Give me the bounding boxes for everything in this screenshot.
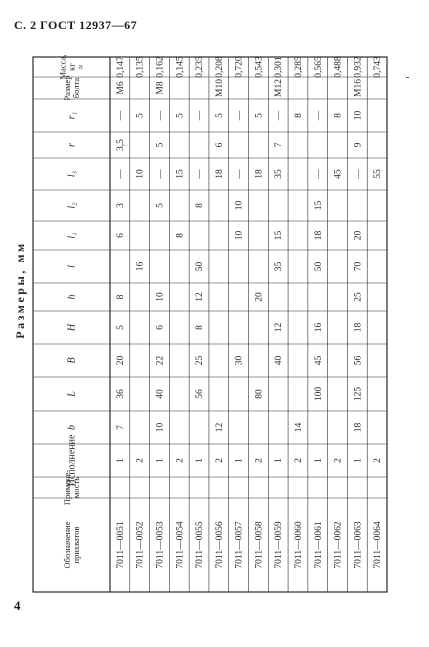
table-cell-B: 20 — [115, 355, 126, 366]
table-cell-L: 40 — [155, 389, 166, 399]
table-cell-l3: 15 — [175, 169, 186, 179]
column-header-L: L — [66, 391, 78, 397]
table-cell-r: 7 — [274, 142, 285, 148]
table-cell-variant: 1 — [234, 458, 245, 463]
table-cell-r1: — — [234, 110, 245, 121]
column-header-l2: l₂ — [66, 202, 78, 209]
column-header-r1: r₁ — [66, 111, 78, 120]
table-cell-B: 30 — [234, 355, 245, 366]
table-cell-designation: 7011—0051 — [115, 521, 126, 569]
table-cell-r1: 8 — [293, 113, 304, 118]
table-cell-l1: 15 — [274, 230, 285, 241]
table-cell-l3: 35 — [274, 169, 285, 179]
table-cell-r1: 5 — [214, 113, 225, 118]
table-cell-mass: 0,932 — [353, 56, 364, 78]
table-cell-l2: 5 — [155, 203, 166, 208]
table-cell-l: 70 — [353, 261, 364, 272]
column-header-bolt: Размерболта — [62, 75, 81, 101]
table-cell-mass: 0,208 — [214, 56, 225, 78]
column-header-b: b — [66, 425, 78, 430]
column-header-l1: l₁ — [66, 232, 78, 239]
table-cell-designation: 7011—0058 — [254, 521, 265, 569]
table-cell-variant: 1 — [115, 458, 126, 463]
table-cell-variant: 1 — [353, 458, 364, 463]
table-cell-variant: 2 — [214, 458, 225, 463]
table-cell-l3: 18 — [254, 169, 265, 179]
column-header-designation: Обозначениеприхватов — [62, 521, 81, 569]
table-cell-designation: 7011—0053 — [155, 521, 166, 569]
table-cell-r1: 5 — [175, 113, 186, 118]
table-cell-h: 8 — [115, 294, 126, 300]
table-cell-variant: 2 — [373, 458, 384, 463]
table-cell-l2: 10 — [234, 200, 245, 211]
table-cell-r1: — — [195, 110, 206, 121]
table-cell-h: 25 — [353, 292, 364, 302]
table-cell-l1: 6 — [115, 233, 126, 238]
table-cell-H: 5 — [115, 325, 126, 330]
table-cell-r: 6 — [214, 142, 225, 148]
corner-mark: - — [406, 72, 410, 83]
table-cell-bolt: М10 — [214, 79, 225, 97]
column-header-B: B — [66, 357, 78, 364]
table-cell-H: 8 — [195, 325, 206, 330]
table-cell-variant: 2 — [293, 458, 304, 463]
table-cell-l1: 10 — [234, 230, 245, 241]
table-cell-bolt: М8 — [155, 81, 166, 95]
table-cell-l: 35 — [274, 261, 285, 272]
column-header-variant: Исполнение — [66, 434, 78, 487]
table-cell-variant: 1 — [313, 458, 324, 463]
table-cell-l1: 18 — [313, 230, 324, 241]
table-cell-designation: 7011—0064 — [373, 521, 384, 569]
table-cell-mass: 0,488 — [333, 56, 344, 78]
table-cell-l1: 20 — [353, 230, 364, 241]
table-cell-designation: 7011—0055 — [195, 521, 206, 569]
table-cell-mass: 0,145 — [175, 56, 186, 78]
table-caption: Размеры, мм — [13, 241, 27, 339]
table-cell-l2: 8 — [195, 203, 206, 208]
table-cell-l3: 18 — [214, 169, 225, 179]
column-header-l3: l₃ — [66, 170, 78, 178]
table-cell-l: 50 — [313, 261, 324, 272]
table-cell-r1: 5 — [254, 113, 265, 118]
table-cell-h: 10 — [155, 292, 166, 302]
table-cell-designation: 7011—0056 — [214, 521, 225, 569]
table-cell-B: 40 — [274, 355, 285, 366]
table-cell-l3: 10 — [135, 169, 146, 179]
table-cell-designation: 7011—0061 — [313, 521, 324, 569]
table-cell-designation: 7011—0052 — [135, 521, 146, 569]
table-cell-h: 20 — [254, 292, 265, 302]
table-cell-L: 100 — [313, 386, 324, 402]
table-cell-variant: 1 — [195, 458, 206, 463]
table-cell-h: 12 — [195, 292, 206, 302]
table-cell-mass: 0,162 — [155, 56, 166, 78]
table-cell-l3: 45 — [333, 169, 344, 179]
table-cell-H: 18 — [353, 322, 364, 333]
table-cell-designation: 7011—0063 — [353, 521, 364, 569]
table-cell-B: 45 — [313, 355, 324, 366]
table-cell-mass: 0,147 — [115, 56, 126, 78]
table-cell-l2: 15 — [313, 200, 324, 211]
column-header-application: Примене-мость — [62, 469, 81, 506]
table-cell-variant: 2 — [254, 458, 265, 463]
page-number: 4 — [14, 598, 21, 613]
table-cell-mass: 0,135 — [135, 56, 146, 78]
table-cell-H: 6 — [155, 325, 166, 330]
table-cell-l3: 55 — [373, 169, 384, 179]
table-cell-r1: 5 — [135, 113, 146, 118]
table-cell-l: 16 — [135, 261, 146, 272]
table-cell-r: 9 — [353, 142, 364, 148]
column-header-l: l — [66, 265, 78, 268]
table-cell-b: 7 — [115, 425, 126, 430]
column-header-r: r — [66, 143, 78, 147]
table-cell-H: 16 — [313, 322, 324, 333]
table-cell-designation: 7011—0060 — [293, 521, 304, 569]
table-cell-l3: — — [234, 169, 245, 179]
table-cell-mass: 0,301 — [274, 56, 285, 78]
table-cell-r1: — — [155, 110, 166, 121]
table-cell-mass: 0,235 — [195, 56, 206, 78]
table-cell-r1: 10 — [353, 110, 364, 121]
table-cell-r1: — — [313, 110, 324, 121]
table-cell-l3: — — [115, 169, 126, 179]
table-cell-l1: 8 — [175, 233, 186, 238]
table-cell-mass: 0,285 — [293, 56, 304, 78]
table-cell-bolt: М6 — [115, 81, 126, 95]
table-cell-B: 56 — [353, 355, 364, 366]
table-cell-designation: 7011—0054 — [175, 521, 186, 569]
table-frame — [33, 54, 387, 592]
table-cell-l: 50 — [195, 261, 206, 272]
table-cell-mass: 0,720 — [234, 56, 245, 78]
table-cell-H: 12 — [274, 322, 285, 333]
table-cell-designation: 7011—0057 — [234, 521, 245, 569]
table-cell-mass: 0,543 — [254, 56, 265, 78]
table-cell-L: 80 — [254, 389, 265, 399]
table-cell-bolt: М16 — [353, 79, 364, 97]
table-cell-variant: 1 — [155, 458, 166, 463]
column-header-H: H — [66, 323, 78, 332]
table-cell-variant: 1 — [274, 458, 285, 463]
table-cell-l3: — — [195, 169, 206, 179]
table-cell-b: 14 — [293, 422, 304, 433]
column-header-h: h — [66, 294, 78, 300]
table-cell-r: 3,5 — [115, 139, 126, 151]
table-cell-r1: 8 — [333, 113, 344, 118]
table-cell-mass: 0,565 — [313, 56, 324, 78]
table-cell-variant: 2 — [333, 458, 344, 463]
table-cell-b: 18 — [353, 422, 364, 433]
table-cell-r: 5 — [155, 142, 166, 148]
table-cell-L: 36 — [115, 389, 126, 399]
table-cell-bolt: М12 — [274, 79, 285, 97]
table-cell-designation: 7011—0062 — [333, 521, 344, 569]
table-cell-variant: 2 — [135, 458, 146, 463]
table-cell-designation: 7011—0059 — [274, 521, 285, 569]
table-cell-B: 22 — [155, 355, 166, 366]
table-cell-r1: — — [115, 110, 126, 121]
table-cell-b: 12 — [214, 422, 225, 433]
table-cell-L: 56 — [195, 389, 206, 399]
table-cell-variant: 2 — [175, 458, 186, 463]
column-header-mass: Масса,кг≈ — [57, 54, 86, 80]
table-cell-l2: 3 — [115, 203, 126, 208]
table-cell-r1: — — [274, 110, 285, 121]
page-header: С. 2 ГОСТ 12937—67 — [14, 18, 138, 32]
table-cell-mass: 0,743 — [373, 56, 384, 78]
table-cell-l3: — — [313, 169, 324, 179]
table-cell-B: 25 — [195, 355, 206, 366]
table-cell-L: 125 — [353, 386, 364, 402]
table-cell-l3: — — [155, 169, 166, 179]
table-cell-l3: — — [353, 169, 364, 179]
table-cell-b: 10 — [155, 422, 166, 433]
